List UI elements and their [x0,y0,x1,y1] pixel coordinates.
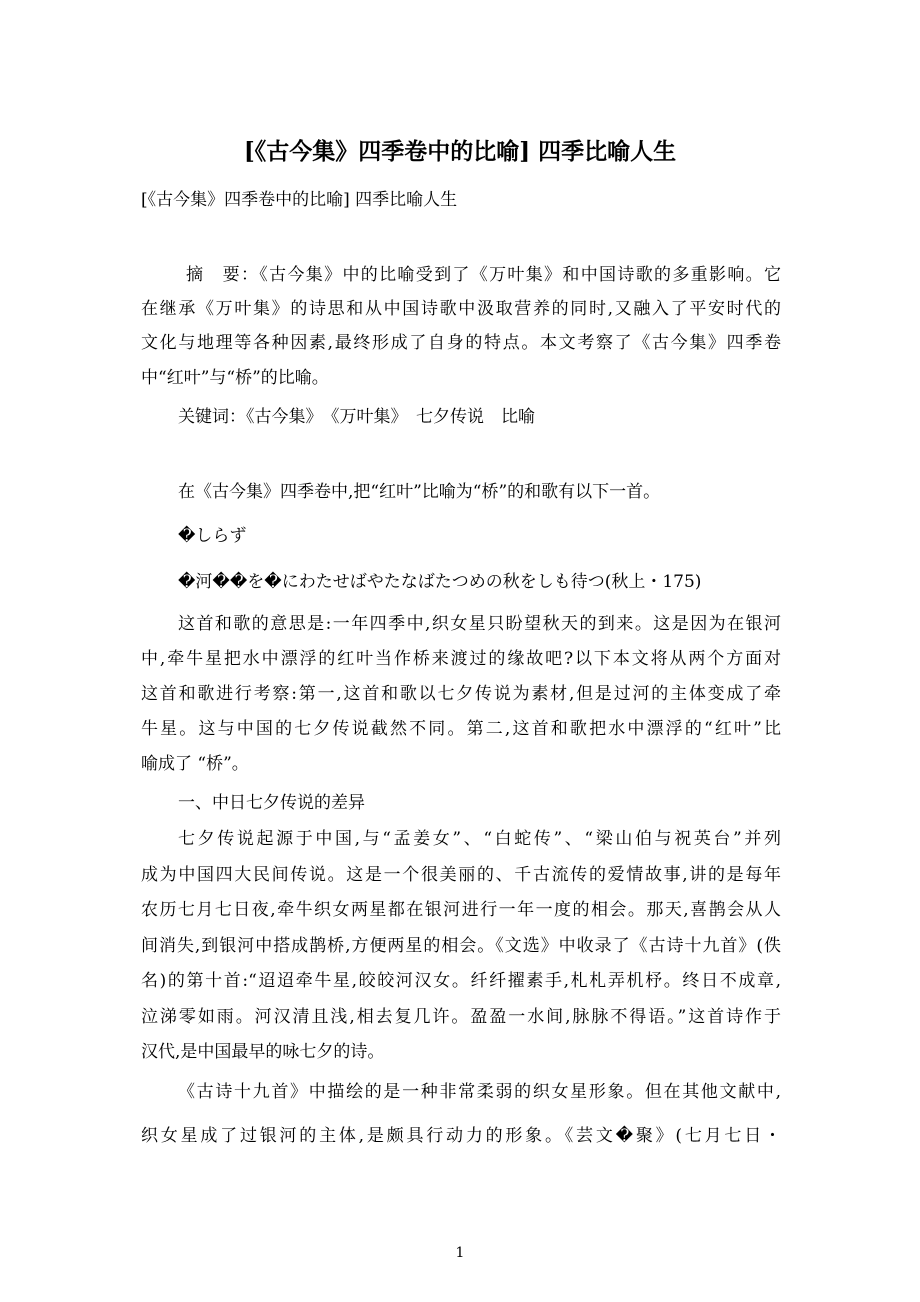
page-number: 1 [455,1245,465,1261]
paragraph-line: 间消失,到银河中搭成鹊桥,方便两星的相会。《文选》中收录了《古诗十九首》(佚 [141,936,781,956]
document-subtitle: [《古今集》四季卷中的比喻] 四季比喻人生 [141,190,458,210]
paragraph-line: 名)的第十首:“迢迢牵牛星,皎皎河汉女。纤纤擢素手,札札弄机杼。终日不成章, [141,971,781,991]
paragraph-line: 喻成了 “桥”。 [141,754,249,774]
paragraph-line: 《古诗十九首》中描绘的是一种非常柔弱的织女星形象。但在其他文献中, [178,1082,781,1102]
poem-text: �河��を�にわたせばやたなばたつめの秋をしも待つ(秋上・175) [178,572,702,592]
paragraph-line: 泣涕零如雨。河汉清且浅,相去复几许。盈盈一水间,脉脉不得语。”这首诗作于 [141,1007,781,1027]
paragraph-line: 织女星成了过银河的主体,是颇具行动力的形象。《芸文�聚》(七月七日・ [141,1126,781,1146]
paragraph-line: 牛星。这与中国的七夕传说截然不同。第二,这首和歌把水中漂浮的“红叶”比 [141,719,781,739]
abstract-line: 中“红叶”与“桥”的比喻。 [141,368,329,388]
keywords: 关键词：《古今集》 《万叶集》 七夕传说 比喻 [178,407,535,427]
paragraph-line: 七夕传说起源于中国,与“孟姜女”、“白蛇传”、“梁山伯与祝英台”并列 [178,829,781,849]
abstract-line: 摘 要：《古今集》中的比喻受到了《万叶集》和中国诗歌的多重影响。它 [186,265,781,285]
paragraph-line: 中,牵牛星把水中漂浮的红叶当作桥来渡过的缘故吧?以下本文将从两个方面对 [141,649,781,669]
paragraph-line: 这首和歌的意思是:一年四季中,织女星只盼望秋天的到来。这是因为在银河 [178,614,781,634]
paragraph-line: 这首和歌进行考察:第一,这首和歌以七夕传说为素材,但是过河的主体变成了牵 [141,684,781,704]
paragraph-line: 农历七月七日夜,牵牛织女两星都在银河进行一年一度的相会。那天,喜鹊会从人 [141,900,781,920]
document-title: [《古今集》四季卷中的比喻] 四季比喻人生 [243,138,677,165]
paragraph-line: 成为中国四大民间传说。这是一个很美丽的、千古流传的爱情故事,讲的是每年 [141,865,781,885]
paragraph-line: 汉代,是中国最早的咏七夕的诗。 [141,1042,385,1062]
abstract-line: 文化与地理等各种因素,最终形成了自身的特点。本文考察了《古今集》四季卷 [141,333,781,353]
section-heading: 一、中日七夕传说的差异 [178,793,365,813]
abstract-line: 在继承《万叶集》的诗思和从中国诗歌中汲取营养的同时,又融入了平安时代的 [141,299,781,319]
poem-author: �しらず [178,526,247,546]
intro-paragraph: 在《古今集》四季卷中,把“红叶”比喻为“桥”的和歌有以下一首。 [178,482,661,502]
